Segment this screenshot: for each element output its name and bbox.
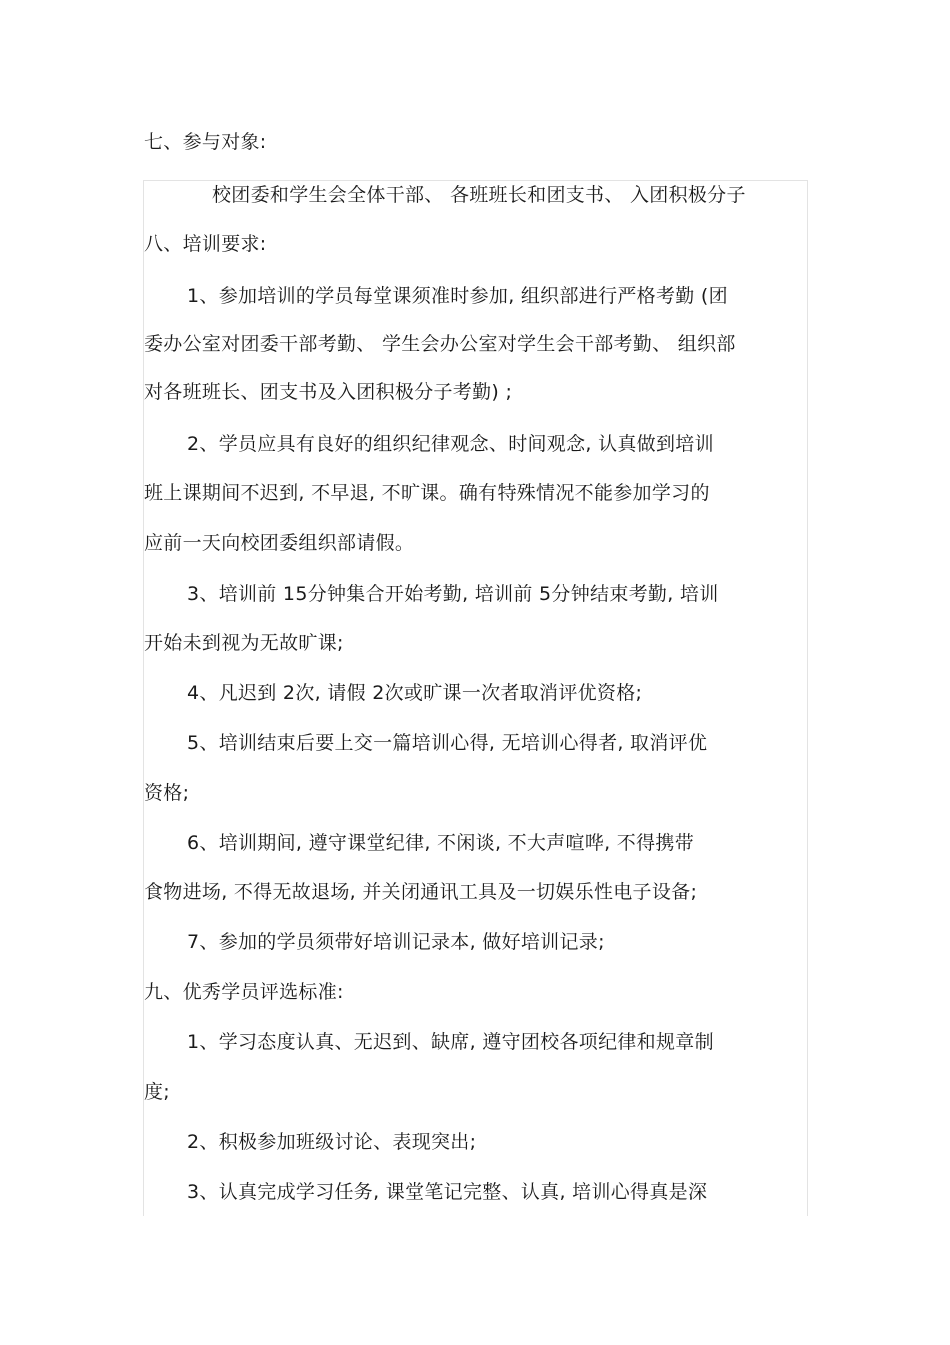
requirement-5-line-2: 资格;: [144, 782, 190, 804]
criterion-2: 2、积极参加班级讨论、表现突出;: [187, 1131, 477, 1153]
requirement-6-line-1: 6、培训期间, 遵守课堂纪律, 不闲谈, 不大声喧哗, 不得携带: [187, 832, 695, 854]
requirement-3-line-2: 开始未到视为无故旷课;: [144, 632, 344, 654]
section-heading-participants: 七、参与对象:: [144, 131, 267, 153]
requirement-1-line-1: 1、参加培训的学员每堂课须准时参加, 组织部进行严格考勤 (团: [187, 285, 728, 307]
requirement-2-line-1: 2、学员应具有良好的组织纪律观念、时间观念, 认真做到培训: [187, 433, 714, 455]
requirement-4: 4、凡迟到 2次, 请假 2次或旷课一次者取消评优资格;: [187, 682, 643, 704]
requirement-2-line-2: 班上课期间不迟到, 不早退, 不旷课。确有特殊情况不能参加学习的: [144, 482, 710, 504]
criterion-3-line-1: 3、认真完成学习任务, 课堂笔记完整、认真, 培训心得真是深: [187, 1181, 708, 1203]
requirement-1-line-2: 委办公室对团委干部考勤、 学生会办公室对学生会干部考勤、 组织部: [144, 333, 736, 355]
requirement-2-line-3: 应前一天向校团委组织部请假。: [144, 532, 415, 554]
requirement-7: 7、参加的学员须带好培训记录本, 做好培训记录;: [187, 931, 605, 953]
participants-text: 校团委和学生会全体干部、 各班班长和团支书、 入团积极分子: [212, 184, 746, 206]
requirement-5-line-1: 5、培训结束后要上交一篇培训心得, 无培训心得者, 取消评优: [187, 732, 708, 754]
requirement-6-line-2: 食物进场, 不得无故退场, 并关闭通讯工具及一切娱乐性电子设备;: [144, 881, 698, 903]
criterion-1-line-2: 度;: [144, 1081, 171, 1103]
requirement-3-line-1: 3、培训前 15分钟集合开始考勤, 培训前 5分钟结束考勤, 培训: [187, 583, 719, 605]
criterion-1-line-1: 1、学习态度认真、无迟到、缺席, 遵守团校各项纪律和规章制: [187, 1031, 714, 1053]
section-heading-requirements: 八、培训要求:: [144, 233, 267, 255]
section-heading-criteria: 九、优秀学员评选标准:: [144, 981, 344, 1003]
requirement-1-line-3: 对各班班长、团支书及入团积极分子考勤) ;: [144, 381, 513, 403]
